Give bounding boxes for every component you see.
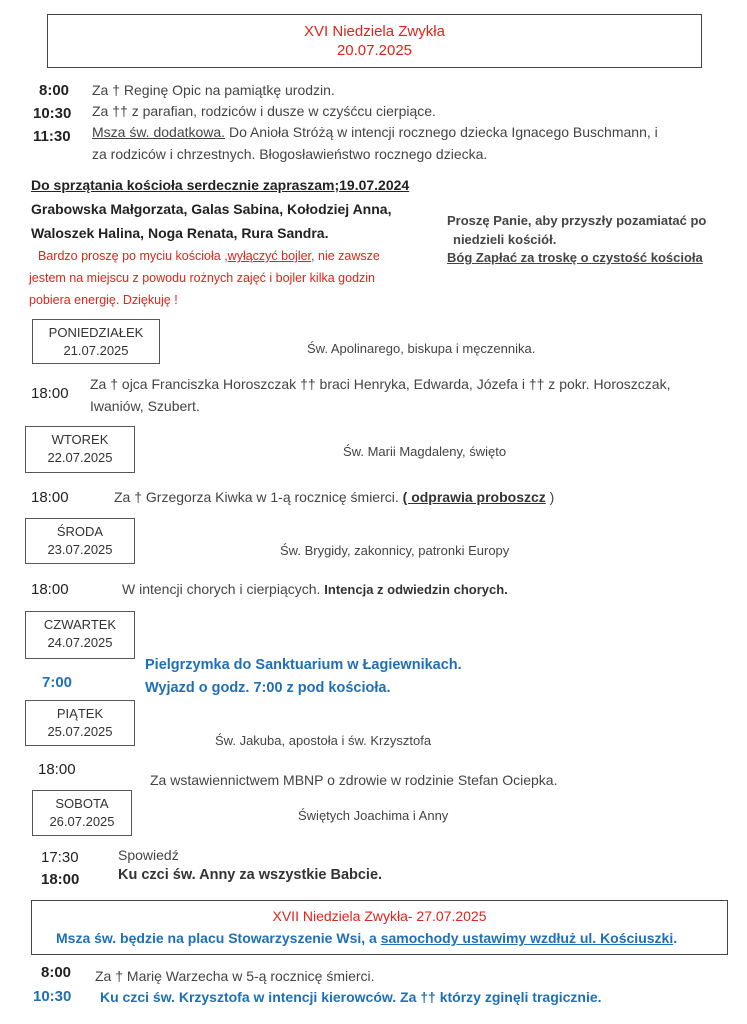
next-sunday-note: Msza św. będzie na placu Stowarzyszenie Wsi, a samochody ustawimy wzdłuż ul. Kościuszki. (56, 930, 678, 946)
mass-intention: Za † Reginę Opic na pamiątkę urodzin. (92, 82, 335, 98)
saint-of-day: Św. Brygidy, zakonnicy, patronki Europy (280, 543, 510, 558)
mass-intention: Ku czci św. Anny za wszystkie Babcie. (118, 867, 383, 883)
cleaning-heading: Do sprzątania kościoła serdecznie zapraszam;19.07.2024 (31, 177, 410, 193)
next-sunday-box (31, 900, 728, 955)
page-title: XVI Niedziela Zwykła (304, 23, 445, 40)
cleaning-names: Waloszek Halina, Noga Renata, Rura Sandra. (31, 225, 329, 241)
mass-intention: Za † ojca Franciszka Horoszczak †† braci Henryka, Edwarda, Józefa i †† z pokr. Horoszczak, (90, 376, 671, 392)
mass-intention: Msza św. dodatkowa. Do Anioła Stróżą w intencji rocznego dziecka Ignacego Buschmann, i (92, 124, 658, 140)
boiler-note: pobiera energię. Dziękuję ! (29, 293, 178, 307)
mass-time: 8:00 (41, 964, 72, 981)
day-box-tuesday: WTOREK 22.07.2025 (25, 426, 135, 473)
page-date: 20.07.2025 (336, 42, 413, 59)
pilgrimage-title: Pielgrzymka do Sanktuarium w Łagiewnikach. (145, 657, 462, 673)
boiler-note: Bardzo proszę po myciu kościoła ,wyłączyć bojler, nie zawsze (38, 249, 380, 263)
mass-time: 8:00 (39, 82, 70, 99)
mass-intention: Za wstawiennictwem MBNP o zdrowie w rodzinie Stefan Ociepka. (150, 772, 558, 788)
mass-time: 11:30 (33, 128, 71, 145)
saint-of-day: Św. Marii Magdaleny, święto (343, 444, 507, 459)
confession: Spowiedź (118, 847, 179, 863)
next-sunday-title: XVII Niedziela Zwykła- 27.07.2025 (272, 908, 487, 924)
mass-time: 7:00 (42, 674, 73, 691)
day-box-friday: PIĄTEK 25.07.2025 (25, 700, 135, 746)
mass-intention: Za † Grzegorza Kiwka w 1-ą rocznicę śmierci. ( odprawia proboszcz ) (114, 489, 555, 505)
cleaning-names: Grabowska Małgorzata, Galas Sabina, Kołodziej Anna, (31, 201, 392, 217)
mass-time: 18:00 (31, 489, 69, 506)
saint-of-day: Św. Apolinarego, biskupa i męczennika. (307, 341, 536, 356)
header-box (47, 14, 702, 68)
mass-intention: Za †† z parafian, rodziców i dusze w czyśćcu cierpiące. (92, 103, 436, 119)
cleaning-thanks: Bóg Zapłać za troskę o czystość kościoła (447, 250, 703, 265)
saint-of-day: Świętych Joachima i Anny (298, 808, 449, 823)
saint-of-day: Św. Jakuba, apostoła i św. Krzysztofa (215, 733, 432, 748)
cleaning-request: niedzieli kościół. (453, 232, 557, 247)
mass-time: 18:00 (31, 581, 69, 598)
mass-time: 18:00 (38, 761, 76, 778)
extra-mass-label: Msza św. dodatkowa. (92, 124, 226, 140)
mass-intention: Za † Marię Warzecha w 5-ą rocznicę śmierci. (95, 968, 375, 984)
mass-intention-cont: Iwaniów, Szubert. (90, 398, 200, 414)
mass-intention: Ku czci św. Krzysztofa w intencji kierowców. Za †† którzy zginęli tragicznie. (100, 989, 602, 1005)
mass-time: 10:30 (33, 988, 72, 1005)
day-box-wednesday: ŚRODA 23.07.2025 (25, 518, 135, 564)
pilgrimage-departure: Wyjazd o godz. 7:00 z pod kościoła. (145, 680, 391, 696)
mass-time: 17:30 (41, 849, 79, 866)
day-box-monday: PONIEDZIAŁEK 21.07.2025 (32, 319, 160, 364)
mass-intention-cont: za rodziców i chrzestnych. Błogosławieństwo rocznego dziecka. (92, 146, 488, 162)
day-box-thursday: CZWARTEK 24.07.2025 (25, 611, 135, 659)
cleaning-request: Proszę Panie, aby przyszły pozamiatać po (447, 213, 707, 228)
mass-time: 18:00 (31, 385, 69, 402)
boiler-note: jestem na miejscu z powodu rożnych zajęć i bojler kilka godzin (29, 271, 375, 285)
mass-time: 18:00 (41, 871, 80, 888)
mass-time: 10:30 (33, 105, 72, 122)
mass-intention: W intencji chorych i cierpiących. Intencja z odwiedzin chorych. (122, 581, 508, 597)
day-box-saturday: SOBOTA 26.07.2025 (32, 790, 132, 836)
